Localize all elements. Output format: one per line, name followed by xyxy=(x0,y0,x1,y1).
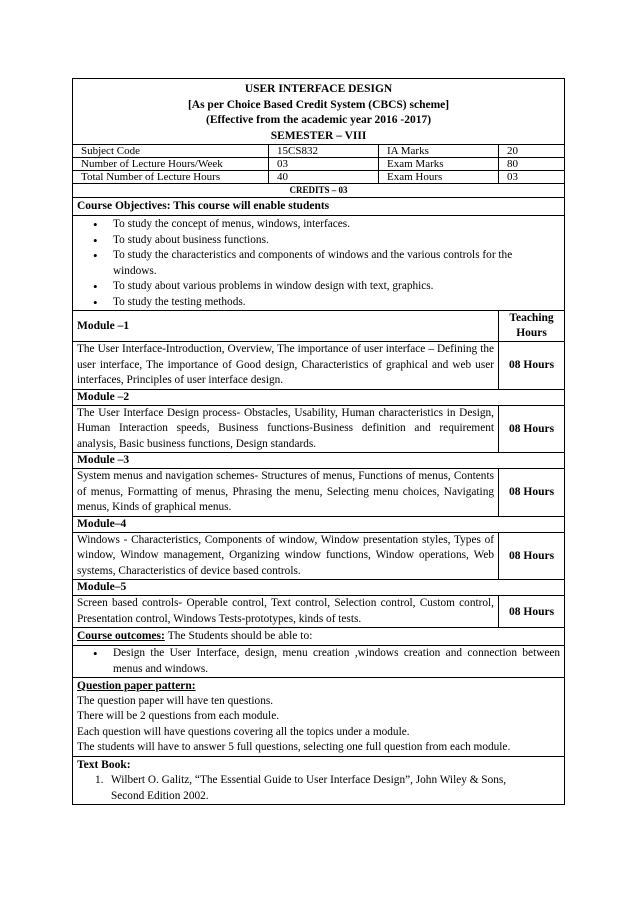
outcomes-intro: The Students should be able to: xyxy=(167,630,313,642)
info-label: Exam Hours xyxy=(379,171,499,184)
module-title: Module–5 xyxy=(73,580,565,596)
objectives-heading: Course Objectives: This course will enable students xyxy=(73,198,565,216)
module-title: Module–4 xyxy=(73,516,565,532)
module-heading-row xyxy=(73,311,565,342)
course-title: USER INTERFACE DESIGN xyxy=(244,83,393,95)
objectives-row xyxy=(73,216,565,311)
module-content: Screen based controls- Operable control, Text control, Selection control, Custom control, Presentation control, Windows Tests-prototypes, kinds of tests. xyxy=(73,596,499,628)
list-item: • Design the User Interface, design, menu creation ,windows creation and connection between menus and windows. xyxy=(99,646,560,677)
module-heading-row xyxy=(73,516,565,532)
question-paper-line: The question paper will have ten questions. xyxy=(77,695,274,707)
module-title: Module –2 xyxy=(73,389,565,405)
credits-cell: CREDITS – 03 xyxy=(73,184,565,198)
outcomes-row xyxy=(73,646,565,678)
module-row xyxy=(73,469,565,517)
list-item: • To study about business functions. xyxy=(99,233,560,249)
info-label: Exam Marks xyxy=(379,158,499,171)
info-value: 03 xyxy=(499,171,565,184)
outcomes-cell xyxy=(73,646,565,678)
question-paper-heading: Question paper pattern: xyxy=(77,680,196,692)
module-hours: 08 Hours xyxy=(499,405,565,453)
module-content: The User Interface Design process- Obstacles, Usability, Human characteristics in Design, Human Interaction speeds, Business functions-Business definition and requirement analysis, Basic business functions, Design standards. xyxy=(73,405,499,453)
question-paper-line: There will be 2 questions from each module. xyxy=(77,710,280,723)
semester-line: SEMESTER – VIII xyxy=(270,129,367,142)
text-book-heading: Text Book: xyxy=(77,759,131,772)
info-label: Total Number of Lecture Hours xyxy=(73,171,269,184)
question-paper-cell xyxy=(73,678,565,757)
list-item: • To study the characteristics and components of windows and the various controls for the windows. xyxy=(99,248,560,279)
question-paper-body xyxy=(77,694,560,755)
info-label: IA Marks xyxy=(379,145,499,158)
info-value: 15CS832 xyxy=(269,145,379,158)
objectives-list xyxy=(77,217,560,310)
text-book-list xyxy=(77,773,560,804)
module-row xyxy=(73,532,565,580)
list-item: • To study about various problems in window design with text, graphics. xyxy=(99,279,560,295)
text-book-cell xyxy=(73,757,565,805)
info-value: 20 xyxy=(499,145,565,158)
module-row xyxy=(73,405,565,453)
text-book-row xyxy=(73,757,565,805)
list-item: • To study the testing methods. xyxy=(99,295,560,311)
syllabus-document xyxy=(72,78,564,805)
module-hours: 08 Hours xyxy=(499,532,565,580)
outcomes-heading: Course outcomes: xyxy=(77,630,165,642)
module-content: Windows - Characteristics, Components of window, Window presentation styles, Types of window, Window management, Organizing window functions, Window operations, Web systems, Characteristics of device based controls. xyxy=(73,532,499,580)
outcomes-heading-cell xyxy=(73,628,565,646)
module-heading-row xyxy=(73,453,565,469)
info-row xyxy=(73,171,565,184)
question-paper-line: The students will have to answer 5 full questions, selecting one full question from each module. xyxy=(77,740,511,753)
module-hours: 08 Hours xyxy=(499,342,565,390)
outcomes-heading-row xyxy=(73,628,565,646)
module-content: The User Interface-Introduction, Overview, The importance of user interface – Defining the user interface, The importance of Good design, Characteristics of graphical and web user interfaces, Principles of user interface design. xyxy=(73,342,499,390)
module-title: Module –3 xyxy=(73,453,565,469)
module-content: System menus and navigation schemes- Structures of menus, Functions of menus, Contents of menus, Formatting of menus, Phrasing the menu, Selecting menu choices, Navigating menus, Kinds of graphical menus. xyxy=(73,469,499,517)
module-heading-row xyxy=(73,580,565,596)
module-heading-row xyxy=(73,389,565,405)
module-hours: 08 Hours xyxy=(499,469,565,517)
module-title: Module –1 xyxy=(73,311,499,342)
info-value: 40 xyxy=(269,171,379,184)
header-cell xyxy=(73,79,565,145)
header-row xyxy=(73,79,565,145)
list-item: • To study the concept of menus, windows, interfaces. xyxy=(99,217,560,233)
objectives-heading-row xyxy=(73,198,565,216)
info-row xyxy=(73,158,565,171)
info-value: 03 xyxy=(269,158,379,171)
module-hours: 08 Hours xyxy=(499,596,565,628)
question-paper-row xyxy=(73,678,565,757)
effective-line: (Effective from the academic year 2016 -2017) xyxy=(206,114,432,126)
question-paper-line: Each question will have questions covering all the topics under a module. xyxy=(77,725,410,738)
teaching-hours-header: Teaching Hours xyxy=(499,311,565,342)
credits-row xyxy=(73,184,565,198)
list-item: 1. Wilbert O. Galitz, “The Essential Guide to User Interface Design”, John Wiley & Sons, Second Edition 2002. xyxy=(99,773,560,804)
info-label: Number of Lecture Hours/Week xyxy=(73,158,269,171)
syllabus-table xyxy=(72,78,565,805)
outcomes-list xyxy=(77,646,560,677)
info-label: Subject Code xyxy=(73,145,269,158)
module-row xyxy=(73,342,565,390)
module-row xyxy=(73,596,565,628)
info-value: 80 xyxy=(499,158,565,171)
info-row xyxy=(73,145,565,158)
objectives-cell xyxy=(73,216,565,311)
scheme-line: [As per Choice Based Credit System (CBCS) scheme] xyxy=(187,98,450,111)
